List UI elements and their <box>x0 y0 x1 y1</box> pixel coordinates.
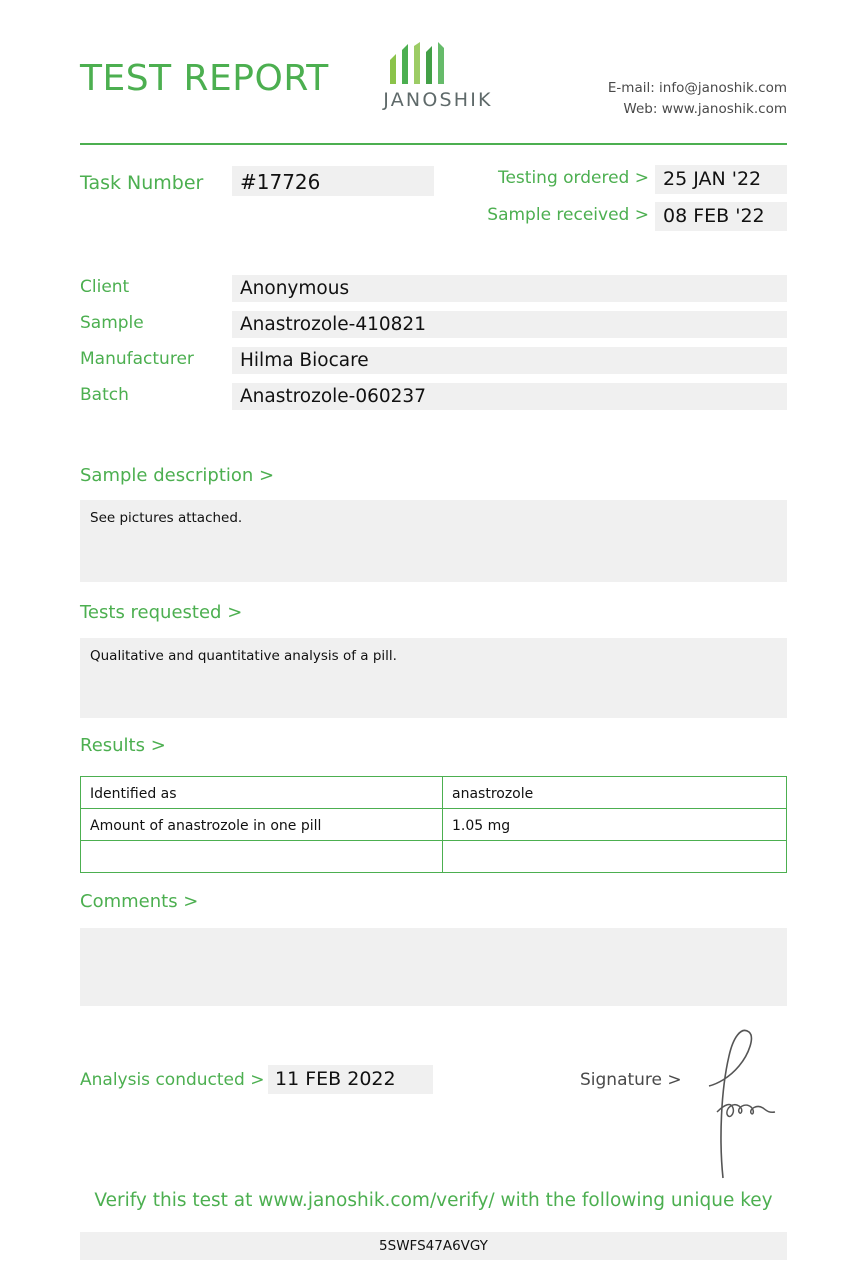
result-value-1: 1.05 mg <box>443 809 787 841</box>
manufacturer-label: Manufacturer <box>80 349 194 369</box>
result-value-0: anastrozole <box>443 777 787 809</box>
sample-description-heading: Sample description > <box>80 465 275 486</box>
sample-received-label: Sample received > <box>487 205 649 225</box>
info-row-manufacturer <box>80 347 787 373</box>
header-divider <box>80 143 787 145</box>
contact-web: Web: www.janoshik.com <box>623 100 787 117</box>
signature-icon <box>695 1020 805 1180</box>
table-row <box>81 809 787 841</box>
date-block <box>467 165 787 239</box>
info-row-client <box>80 275 787 301</box>
sample-label: Sample <box>80 313 144 333</box>
contact-info <box>608 78 787 120</box>
logo-mountain-icon <box>378 40 498 86</box>
batch-label: Batch <box>80 385 129 405</box>
comments-text <box>80 928 787 1006</box>
result-name-0: Identified as <box>81 777 443 809</box>
client-value: Anonymous <box>232 275 787 302</box>
batch-value: Anastrozole-060237 <box>232 383 787 410</box>
task-number-value: #17726 <box>232 166 434 196</box>
testing-ordered-row <box>467 165 787 195</box>
sample-received-row <box>467 202 787 232</box>
table-row <box>81 777 787 809</box>
client-label: Client <box>80 277 130 297</box>
result-name-2 <box>81 841 443 873</box>
comments-heading: Comments > <box>80 891 199 912</box>
task-number-label: Task Number <box>80 172 204 194</box>
unique-key: 5SWFS47A6VGY <box>80 1232 787 1260</box>
report-header <box>0 40 867 130</box>
task-row <box>80 166 787 236</box>
result-name-1: Amount of anastrozole in one pill <box>81 809 443 841</box>
results-heading: Results > <box>80 735 166 756</box>
result-value-2 <box>443 841 787 873</box>
tests-requested-text: Qualitative and quantitative analysis of a pill. <box>80 638 787 718</box>
analysis-conducted-label: Analysis conducted > <box>80 1070 265 1090</box>
page-title: TEST REPORT <box>80 58 329 99</box>
manufacturer-value: Hilma Biocare <box>232 347 787 374</box>
sample-description-text: See pictures attached. <box>80 500 787 582</box>
sample-received-value: 08 FEB '22 <box>655 202 787 231</box>
testing-ordered-label: Testing ordered > <box>497 168 649 188</box>
info-fields <box>80 275 787 419</box>
results-table <box>80 776 787 873</box>
sample-value: Anastrozole-410821 <box>232 311 787 338</box>
verify-text: Verify this test at www.janoshik.com/verify/ with the following unique key <box>94 1190 773 1211</box>
tests-requested-heading: Tests requested > <box>80 602 243 623</box>
testing-ordered-value: 25 JAN '22 <box>655 165 787 194</box>
info-row-batch <box>80 383 787 409</box>
janoshik-logo <box>378 40 498 111</box>
logo-wordmark: JANOSHIK <box>383 89 493 111</box>
info-row-sample <box>80 311 787 337</box>
table-row <box>81 841 787 873</box>
contact-email: E-mail: info@janoshik.com <box>607 80 787 96</box>
analysis-conducted-value: 11 FEB 2022 <box>268 1065 433 1094</box>
signature-label: Signature > <box>580 1070 682 1090</box>
